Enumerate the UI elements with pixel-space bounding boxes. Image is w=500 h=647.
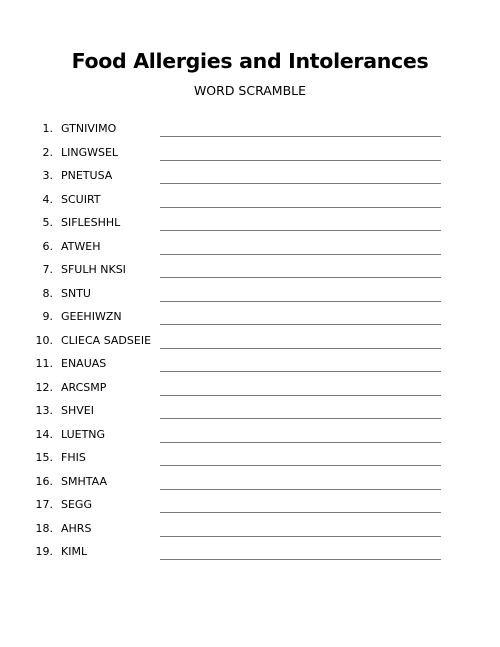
answer-line[interactable] [160,160,441,161]
item-number: 1. [42,122,53,135]
scrambled-word: SEGG [61,498,92,511]
word-scramble-list [0,117,500,564]
answer-line[interactable] [160,183,441,184]
scrambled-word: ARCSMP [61,380,107,394]
item-number: 4. [42,192,53,206]
item-number: 10. [35,333,53,347]
scramble-row [0,376,500,400]
item-number: 19. [35,545,53,558]
answer-line[interactable] [160,207,441,208]
scrambled-word: SNTU [61,286,91,300]
answer-line[interactable] [160,559,441,560]
scrambled-word: CLIECA SADSEIE [61,333,152,347]
scrambled-word: ATWEH [61,239,101,253]
scrambled-word: SMHTAA [61,474,107,488]
item-number: 16. [35,474,53,488]
scrambled-word: AHRS [61,521,92,535]
scramble-row [0,164,500,188]
scramble-row [0,282,500,306]
answer-line[interactable] [160,277,441,278]
answer-line[interactable] [160,348,441,349]
item-number: 15. [35,451,53,464]
scramble-row [0,470,500,494]
answer-line[interactable] [160,512,441,513]
item-number: 2. [42,145,53,159]
item-number: 12. [35,380,53,394]
answer-line[interactable] [160,395,441,396]
item-number: 13. [35,404,53,417]
answer-line[interactable] [160,230,441,231]
item-number: 6. [42,239,53,253]
scrambled-word: LINGWSEL [61,145,119,159]
scramble-row [0,188,500,212]
answer-line[interactable] [160,465,441,466]
item-number: 7. [42,263,53,276]
answer-line[interactable] [160,371,441,372]
page-subtitle: WORD SCRAMBLE [193,83,307,98]
scrambled-word: GEEHIWZN [61,310,122,323]
answer-line[interactable] [160,418,441,419]
item-number: 3. [42,169,53,182]
answer-line[interactable] [160,301,441,302]
scrambled-word: SFULH NKSI [61,263,126,276]
item-number: 17. [35,498,53,511]
scrambled-word: KIML [61,545,88,558]
page-title: Food Allergies and Intolerances [71,49,429,73]
scramble-row [0,141,500,165]
scramble-row [0,258,500,282]
item-number: 11. [35,357,53,370]
scramble-row [0,540,500,564]
item-number: 14. [35,427,53,441]
scramble-row [0,352,500,376]
item-number: 9. [42,310,53,323]
scrambled-word: GTNIVIMO [61,122,117,135]
scrambled-word: FHIS [61,451,86,464]
scrambled-word: PNETUSA [61,169,113,182]
answer-line[interactable] [160,442,441,443]
answer-line[interactable] [160,324,441,325]
item-number: 8. [42,286,53,300]
scramble-row [0,517,500,541]
answer-line[interactable] [160,536,441,537]
scrambled-word: SCUIRT [61,192,101,206]
scrambled-word: SHVEI [61,404,94,417]
scramble-row [0,493,500,517]
item-number: 5. [42,216,53,229]
scramble-row [0,399,500,423]
scramble-row [0,305,500,329]
scramble-row [0,211,500,235]
scramble-row [0,446,500,470]
scramble-row [0,117,500,141]
scrambled-word: SIFLESHHL [61,216,121,229]
scramble-row [0,329,500,353]
answer-line[interactable] [160,136,441,137]
answer-line[interactable] [160,489,441,490]
answer-line[interactable] [160,254,441,255]
scramble-row [0,235,500,259]
scrambled-word: ENAUAS [61,357,107,370]
item-number: 18. [35,521,53,535]
scrambled-word: LUETNG [61,427,106,441]
scramble-row [0,423,500,447]
